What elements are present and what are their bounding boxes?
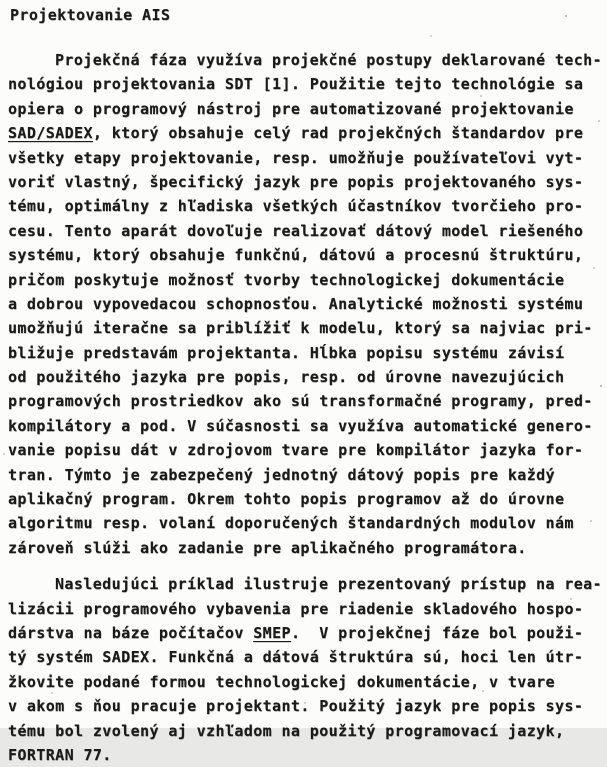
text-segment: . V projekčnej fáze bol použi- [290,623,584,642]
text-line [8,121,600,145]
text-segment: a dobrou vypovedacou schopnosťou. Analytické možnosti systému [8,294,584,313]
text-segment: opiera o programový nástroj pre automatizované projektovanie [8,99,574,118]
text-line [8,719,600,743]
text-segment: aplikačný program. Okrem tohto popis programov až do úrovne [8,490,565,509]
text-line [8,438,600,462]
text-line [8,645,600,669]
text-segment: v akom s ňou pracuje projektant. Použitý jazyk pre popis sys- [8,697,584,716]
text-segment: programových prostriedkov ako sú transformačné programy, pred- [8,392,593,411]
text-line [8,243,600,267]
text-segment: pričom poskytuje možnosť tvorby technologickej dokumentácie [8,270,565,289]
text-line [8,621,600,645]
text-segment: tému bol zvolený aj vzhľadom na použitý programovací jazyk, [8,721,565,740]
text-line [8,72,600,96]
text-line [8,146,600,170]
text-line [8,97,600,121]
text-line [8,414,600,438]
text-line [8,670,600,694]
text-segment: tý systém SADEX. Funkčná a dátová štruktúra sú, hoci len útr- [8,648,584,667]
paragraph [8,572,600,767]
underlined-term: SAD/SADEX [8,124,93,143]
text-segment: tému, optimálny z hľadiska všetkých účastníkov tvorčieho pro- [8,197,584,216]
text-line [8,694,600,718]
text-line [8,341,600,365]
text-line [8,219,600,243]
text-segment: FORTRAN 77. [8,745,112,764]
text-segment: cesu. Tento aparát dovoľuje realizovať dátový model riešeného [8,221,584,240]
document-body [8,48,600,767]
text-line [8,743,600,767]
text-line [8,511,600,535]
document-title: Projektovanie AIS [10,6,171,24]
text-line [8,597,600,621]
text-segment: od použitého jazyka pre popis, resp. od úrovne navezujúcich [8,368,565,387]
text-segment: , ktorý obsahuje celý rad projekčných štandardov pre [92,124,584,143]
text-segment: algoritmu resp. volaní doporučených štandardných modulov nám [8,514,574,533]
text-line [8,463,600,487]
paragraph [8,48,600,560]
text-line [8,316,600,340]
text-segment: žkovite podané formou technologickej dokumentácie, v tvare [8,672,555,691]
text-segment: kompilátory a pod. V súčasnosti sa využíva automatické genero- [8,416,593,435]
text-line [8,194,600,218]
text-segment: dárstva na báze počítačov [8,623,254,642]
text-segment: Projekčná fáza využíva projekčné postupy deklarované tech- [55,51,602,69]
text-line [8,292,600,316]
text-segment: tran. Týmto je zabezpečený jednotný dátový popis pre každý [8,465,555,484]
text-line [8,268,600,292]
text-line [8,487,600,511]
text-segment: lizácii programového vybavenia pre riadenie skladového hospo- [8,599,584,618]
text-segment: bližuje predstavám projektanta. Hĺbka popisu systému závisí [8,343,565,362]
text-line [8,572,600,596]
text-segment: zároveň slúži ako zadanie pre aplikačného programátora. [8,538,527,557]
text-line [8,48,600,72]
text-line [8,536,600,560]
text-segment: vanie popisu dát v zdrojovom tvare pre kompilátor jazyka for- [8,441,584,460]
text-segment: voriť vlastný, špecifický jazyk pre popis projektovaného sys- [8,172,584,191]
text-line [8,389,600,413]
text-segment: Nasledujúci príklad ilustruje prezentovaný prístup na rea- [55,575,602,594]
text-segment: všetky etapy projektovanie, resp. umožňuje používateľovi vyt- [8,148,584,167]
text-segment: systému, ktorý obsahuje funkčnú, dátovú a procesnú štruktúru, [8,246,584,265]
text-line [8,170,600,194]
underlined-term: SMEP [253,623,291,642]
text-segment: nológiou projektovania SDT [1]. Použitie tejto technológie sa [8,75,584,94]
text-segment: umožňujú iteračne sa priblížiť k modelu, ktorý sa najviac pri- [8,319,593,338]
text-line [8,365,600,389]
